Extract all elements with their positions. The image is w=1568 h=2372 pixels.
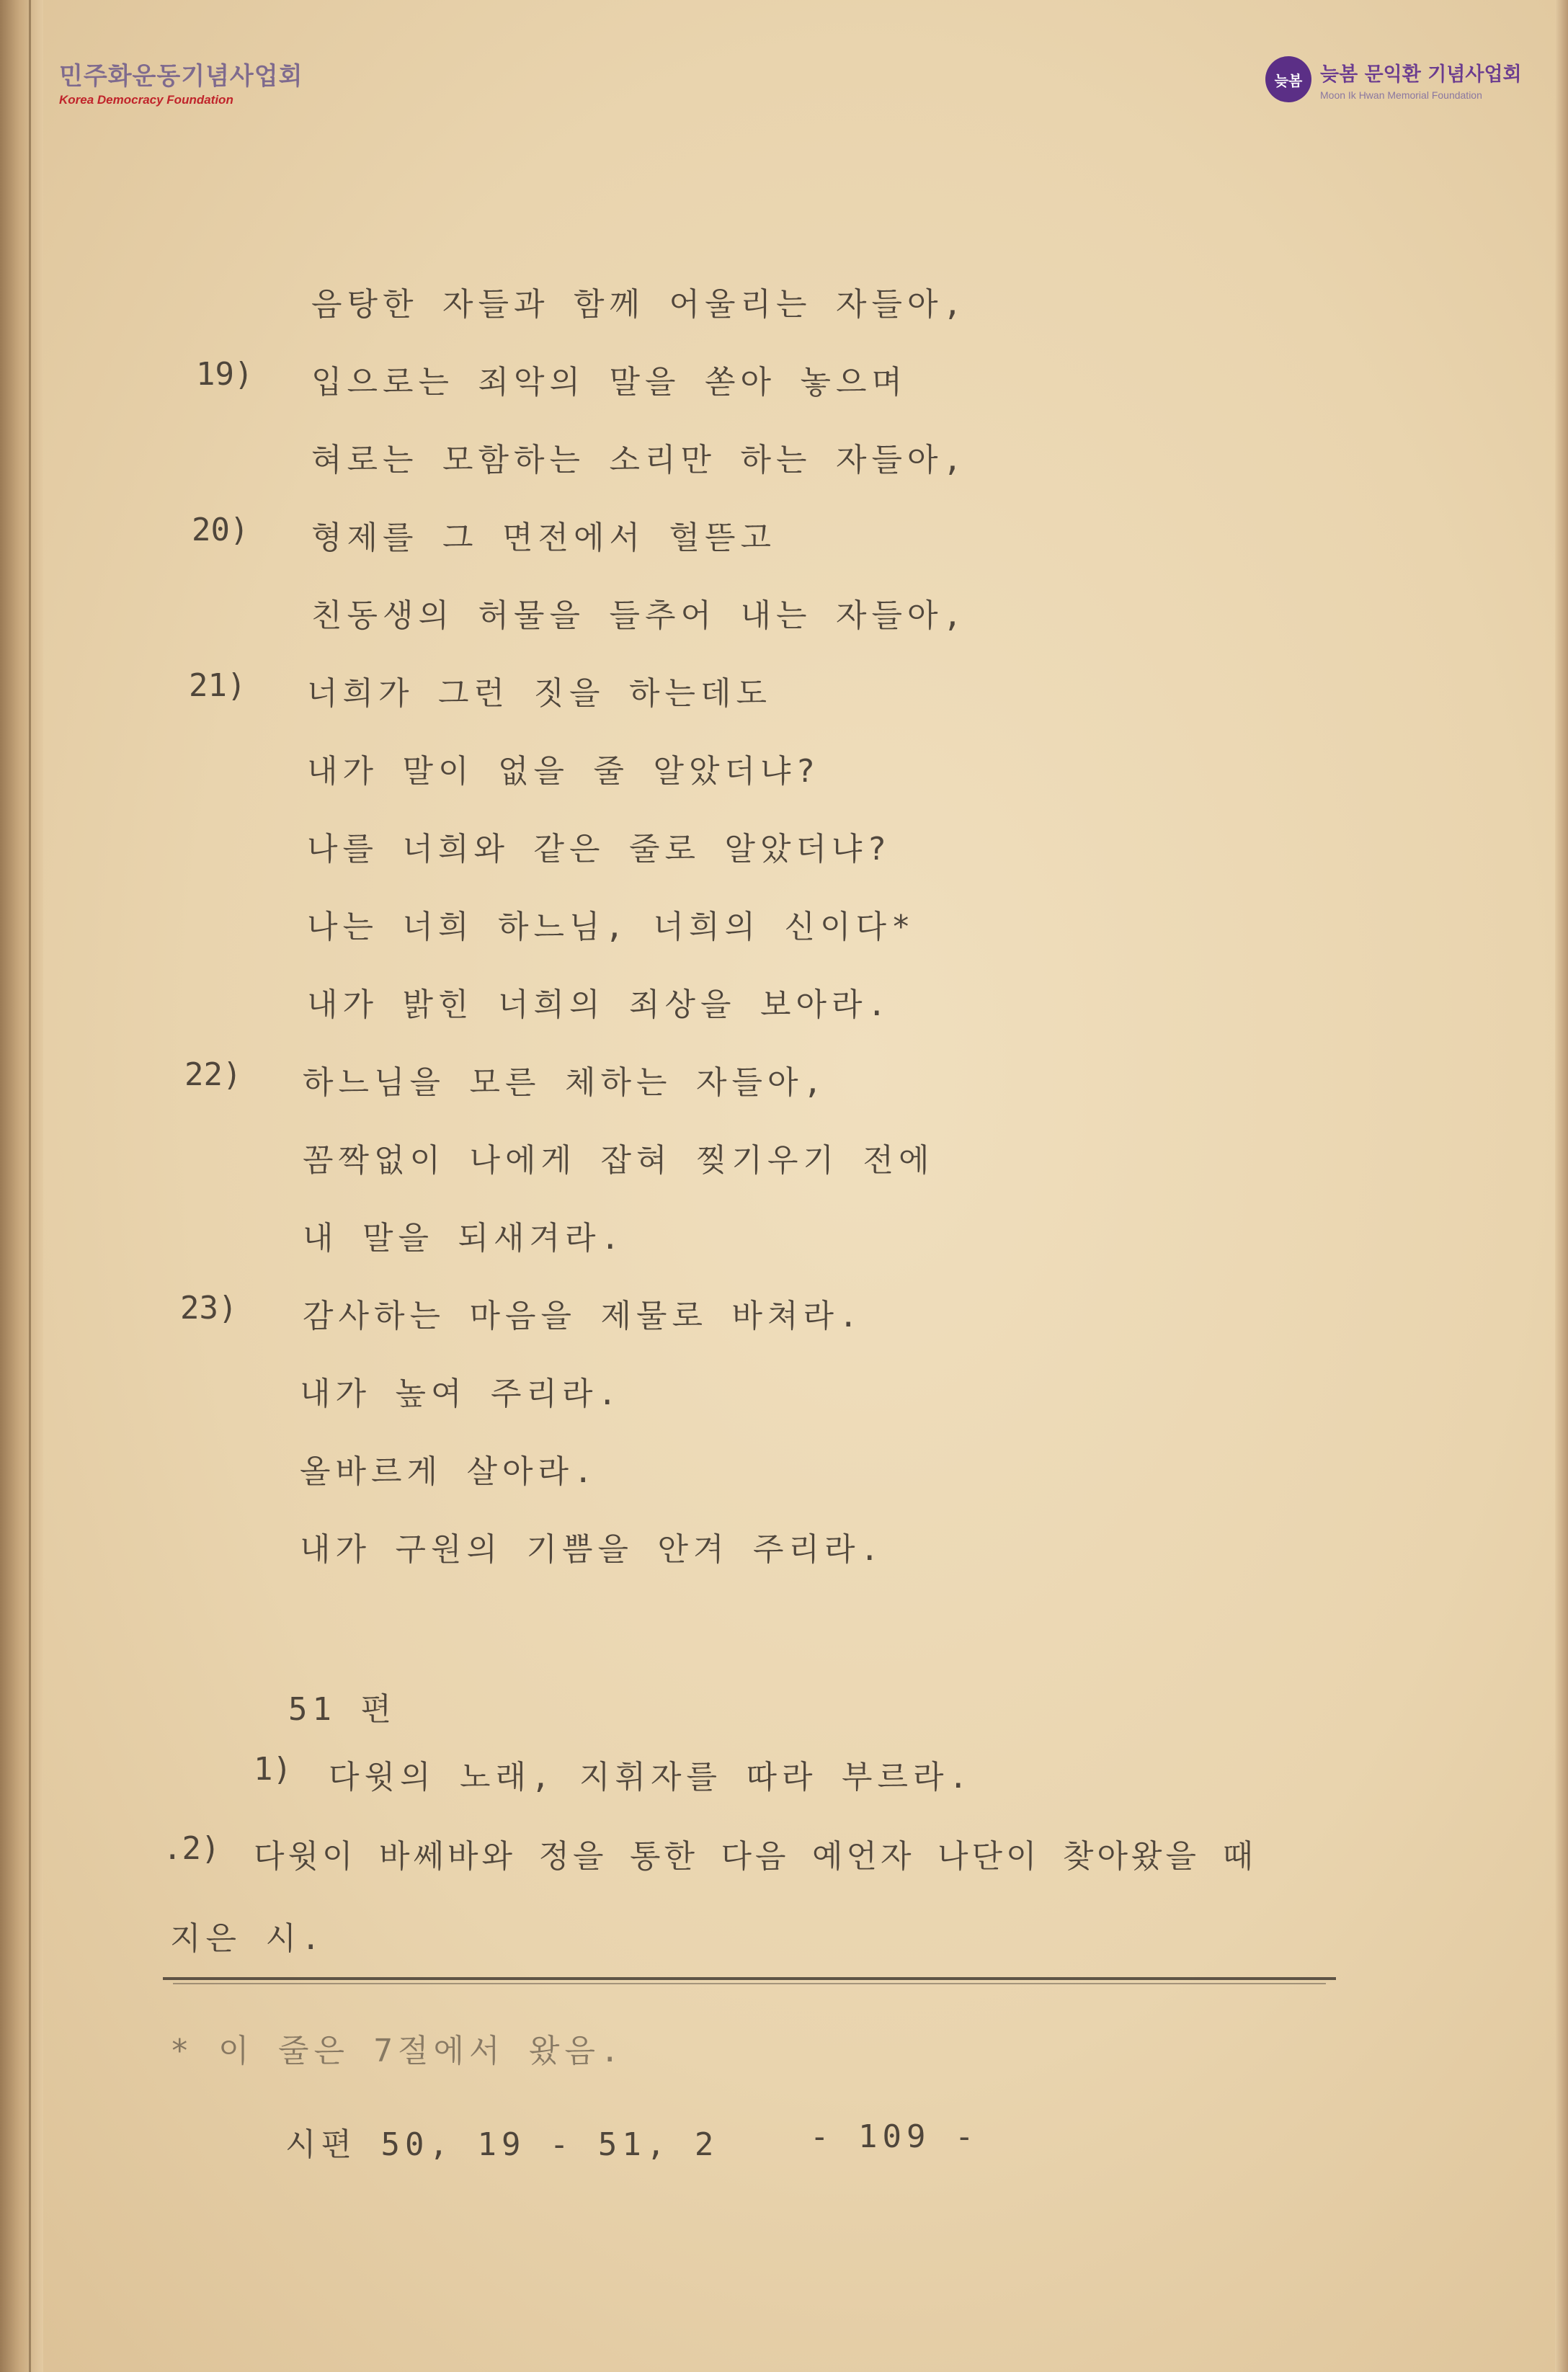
verse-line: 형제를 그 면전에서 헐뜯고: [311, 520, 777, 556]
moon-foundation-logo: [1265, 56, 1522, 102]
note-number: .2): [163, 1830, 220, 1867]
verse-line: 내 말을 되새겨라.: [303, 1220, 625, 1257]
book-spine-shadow: [0, 0, 43, 2372]
note-number: 1): [254, 1751, 292, 1788]
verse-number: 23): [180, 1290, 238, 1327]
page-number: - 109 -: [810, 2118, 979, 2155]
verse-line: 내가 구원의 기쁨을 안겨 주리라.: [300, 1531, 885, 1568]
note-line: 지은 시.: [170, 1920, 326, 1957]
psalm-heading: 51 편: [288, 1691, 396, 1728]
verse-line: 친동생의 허물을 들추어 내는 자들아,: [311, 597, 968, 634]
moon-foundation-english: Moon Ik Hwan Memorial Foundation: [1320, 89, 1482, 101]
page-reference: 시편 50, 19 - 51, 2: [285, 2126, 719, 2163]
verse-line: 나를 너희와 같은 줄로 알았더냐?: [307, 831, 892, 868]
verse-line: 너희가 그런 짓을 하는데도: [307, 675, 772, 712]
verse-number: 20): [192, 512, 249, 548]
verse-line: 입으로는 죄악의 말을 쏟아 놓으며: [311, 364, 908, 401]
verse-line: 혀로는 모함하는 소리만 하는 자들아,: [311, 442, 968, 478]
kdf-logo-korean: 민주화운동기념사업회: [59, 62, 303, 91]
verse-line: 올바르게 살아라.: [300, 1453, 598, 1490]
footnote-divider-shadow: [173, 1983, 1326, 1984]
verse-line: 감사하는 마음을 제물로 바쳐라.: [303, 1298, 863, 1334]
verse-line: 음탕한 자들과 함께 어울리는 자들아,: [311, 286, 968, 323]
verse-line: 나는 너희 하느님, 너희의 신이다*: [307, 909, 916, 945]
footnote-divider: [163, 1977, 1336, 1980]
note-line: 다윗의 노래, 지휘자를 따라 부르라.: [329, 1759, 973, 1796]
verse-line: 내가 말이 없을 줄 알았더냐?: [307, 753, 820, 790]
binding-edge: [29, 0, 31, 2372]
kdf-logo-english: Korea Democracy Foundation: [59, 93, 233, 107]
page-edge: [1555, 0, 1568, 2372]
kdf-logo: [59, 56, 303, 107]
verse-line: 꼼짝없이 나에게 잡혀 찢기우기 전에: [303, 1142, 935, 1179]
verse-number: 22): [184, 1056, 242, 1093]
verse-line: 내가 밝힌 너희의 죄상을 보아라.: [307, 986, 892, 1023]
moon-foundation-mark-icon: 늦봄: [1265, 56, 1311, 102]
footnote: * 이 줄은 7절에서 왔음.: [170, 2033, 625, 2069]
verse-line: 하느님을 모른 체하는 자들아,: [303, 1064, 828, 1101]
moon-foundation-korean: 늦봄 문익환 기념사업회: [1320, 63, 1522, 86]
verse-number: 19): [196, 356, 254, 393]
verse-number: 21): [189, 667, 246, 704]
note-line: 다윗이 바쎄바와 정을 통한 다음 예언자 나단이 찾아왔을 때: [254, 1838, 1257, 1875]
verse-line: 내가 높여 주리라.: [300, 1376, 622, 1412]
